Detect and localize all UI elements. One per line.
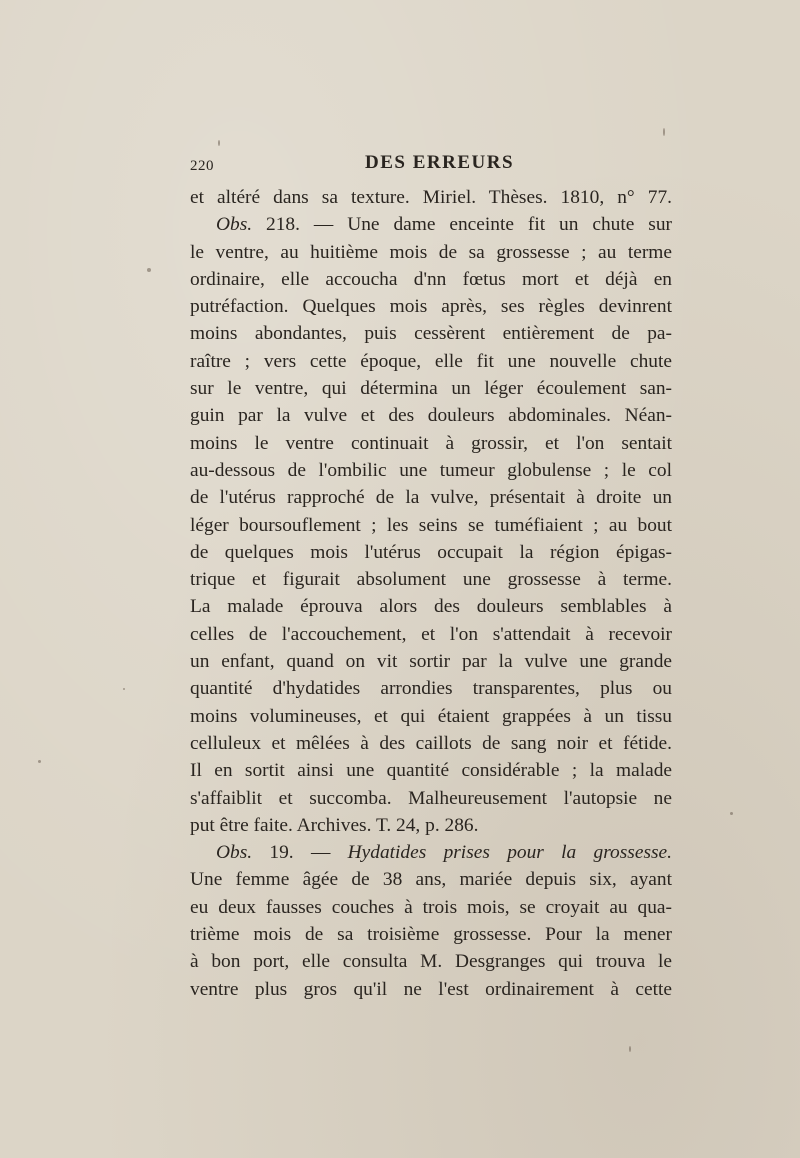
text-line: ordinaire, elle accoucha d'nn fœtus mort et déjà en [190,268,672,290]
text-line: à bon port, elle consulta M. Desgranges qui trouva le [190,951,672,973]
text-line: Une femme âgée de 38 ans, mariée depuis six, ayant [190,869,672,891]
text-line: celles de l'accouchement, et l'on s'attendait à recevoir [190,623,672,645]
text-line: moins volumineuses, et qui étaient grappées à un tissu [190,705,672,727]
text-line: Il en sortit ainsi une quantité considérable ; la malade [190,760,672,782]
text-line: moins abondantes, puis cessèrent entièrement de pa- [190,323,672,345]
paper-speck [123,688,125,690]
running-head: DES ERREURS [365,152,515,173]
page-number: 220 [190,158,214,174]
paper-speck [629,1046,631,1052]
obs-title: Hydatides prises pour la grossesse. [347,842,672,864]
text-line: ventre plus gros qu'il ne l'est ordinairement à cette [190,978,672,1000]
paper-speck [730,812,733,815]
text-line: léger boursouflement ; les seins se tuméfiaient ; au bout [190,514,672,536]
text-line: au-dessous de l'ombilic une tumeur globulense ; le col [190,459,672,481]
page-header [190,152,670,178]
body-text [190,184,672,1003]
text-line: et altéré dans sa texture. Miriel. Thèses. 1810, n° 77. [190,187,672,208]
text-line: quantité d'hydatides arrondies transparentes, plus ou [190,678,672,700]
text-line: un enfant, quand on vit sortir par la vulve une grande [190,651,672,673]
obs-19-heading [190,839,672,866]
text-line: guin par la vulve et des douleurs abdominales. Néan- [190,405,672,427]
text-line: moins le ventre continuait à grossir, et l'on sentait [190,432,672,454]
paper-speck [218,140,220,146]
text-line: raître ; vers cette époque, elle fit une nouvelle chute [190,350,672,372]
text-line: de quelques mois l'utérus occupait la région épigas- [190,541,672,563]
text-line: La malade éprouva alors des douleurs semblables à [190,596,672,618]
text-line: eu deux fausses couches à trois mois, se croyait au qua- [190,896,672,918]
text-line: celluleux et mêlées à des caillots de sang noir et fétide. [190,732,672,754]
obs-text: 218. — Une dame enceinte fit un chute sur [252,214,672,236]
text-line: put être faite. Archives. T. 24, p. 286. [190,814,479,836]
paper-speck [147,268,151,272]
paper-speck [663,128,665,136]
obs-label: Obs. [216,842,253,864]
text-line: sur le ventre, qui détermina un léger écoulement san- [190,378,672,400]
text-line: s'affaiblit et succomba. Malheureusement l'autopsie ne [190,787,672,809]
obs-label: Obs. [216,214,253,236]
text-line: de l'utérus rapproché de la vulve, présentait à droite un [190,487,672,509]
paper-speck [38,760,41,763]
text-line: putréfaction. Quelques mois après, ses règles devinrent [190,296,672,318]
text-line: trième mois de sa troisième grossesse. Pour la mener [190,924,672,946]
obs-number: 19. — [252,842,348,864]
text-line: trique et figurait absolument une grossesse à terme. [190,569,672,591]
text-line: le ventre, au huitième mois de sa grossesse ; au terme [190,241,672,263]
obs-218-heading [190,211,672,238]
